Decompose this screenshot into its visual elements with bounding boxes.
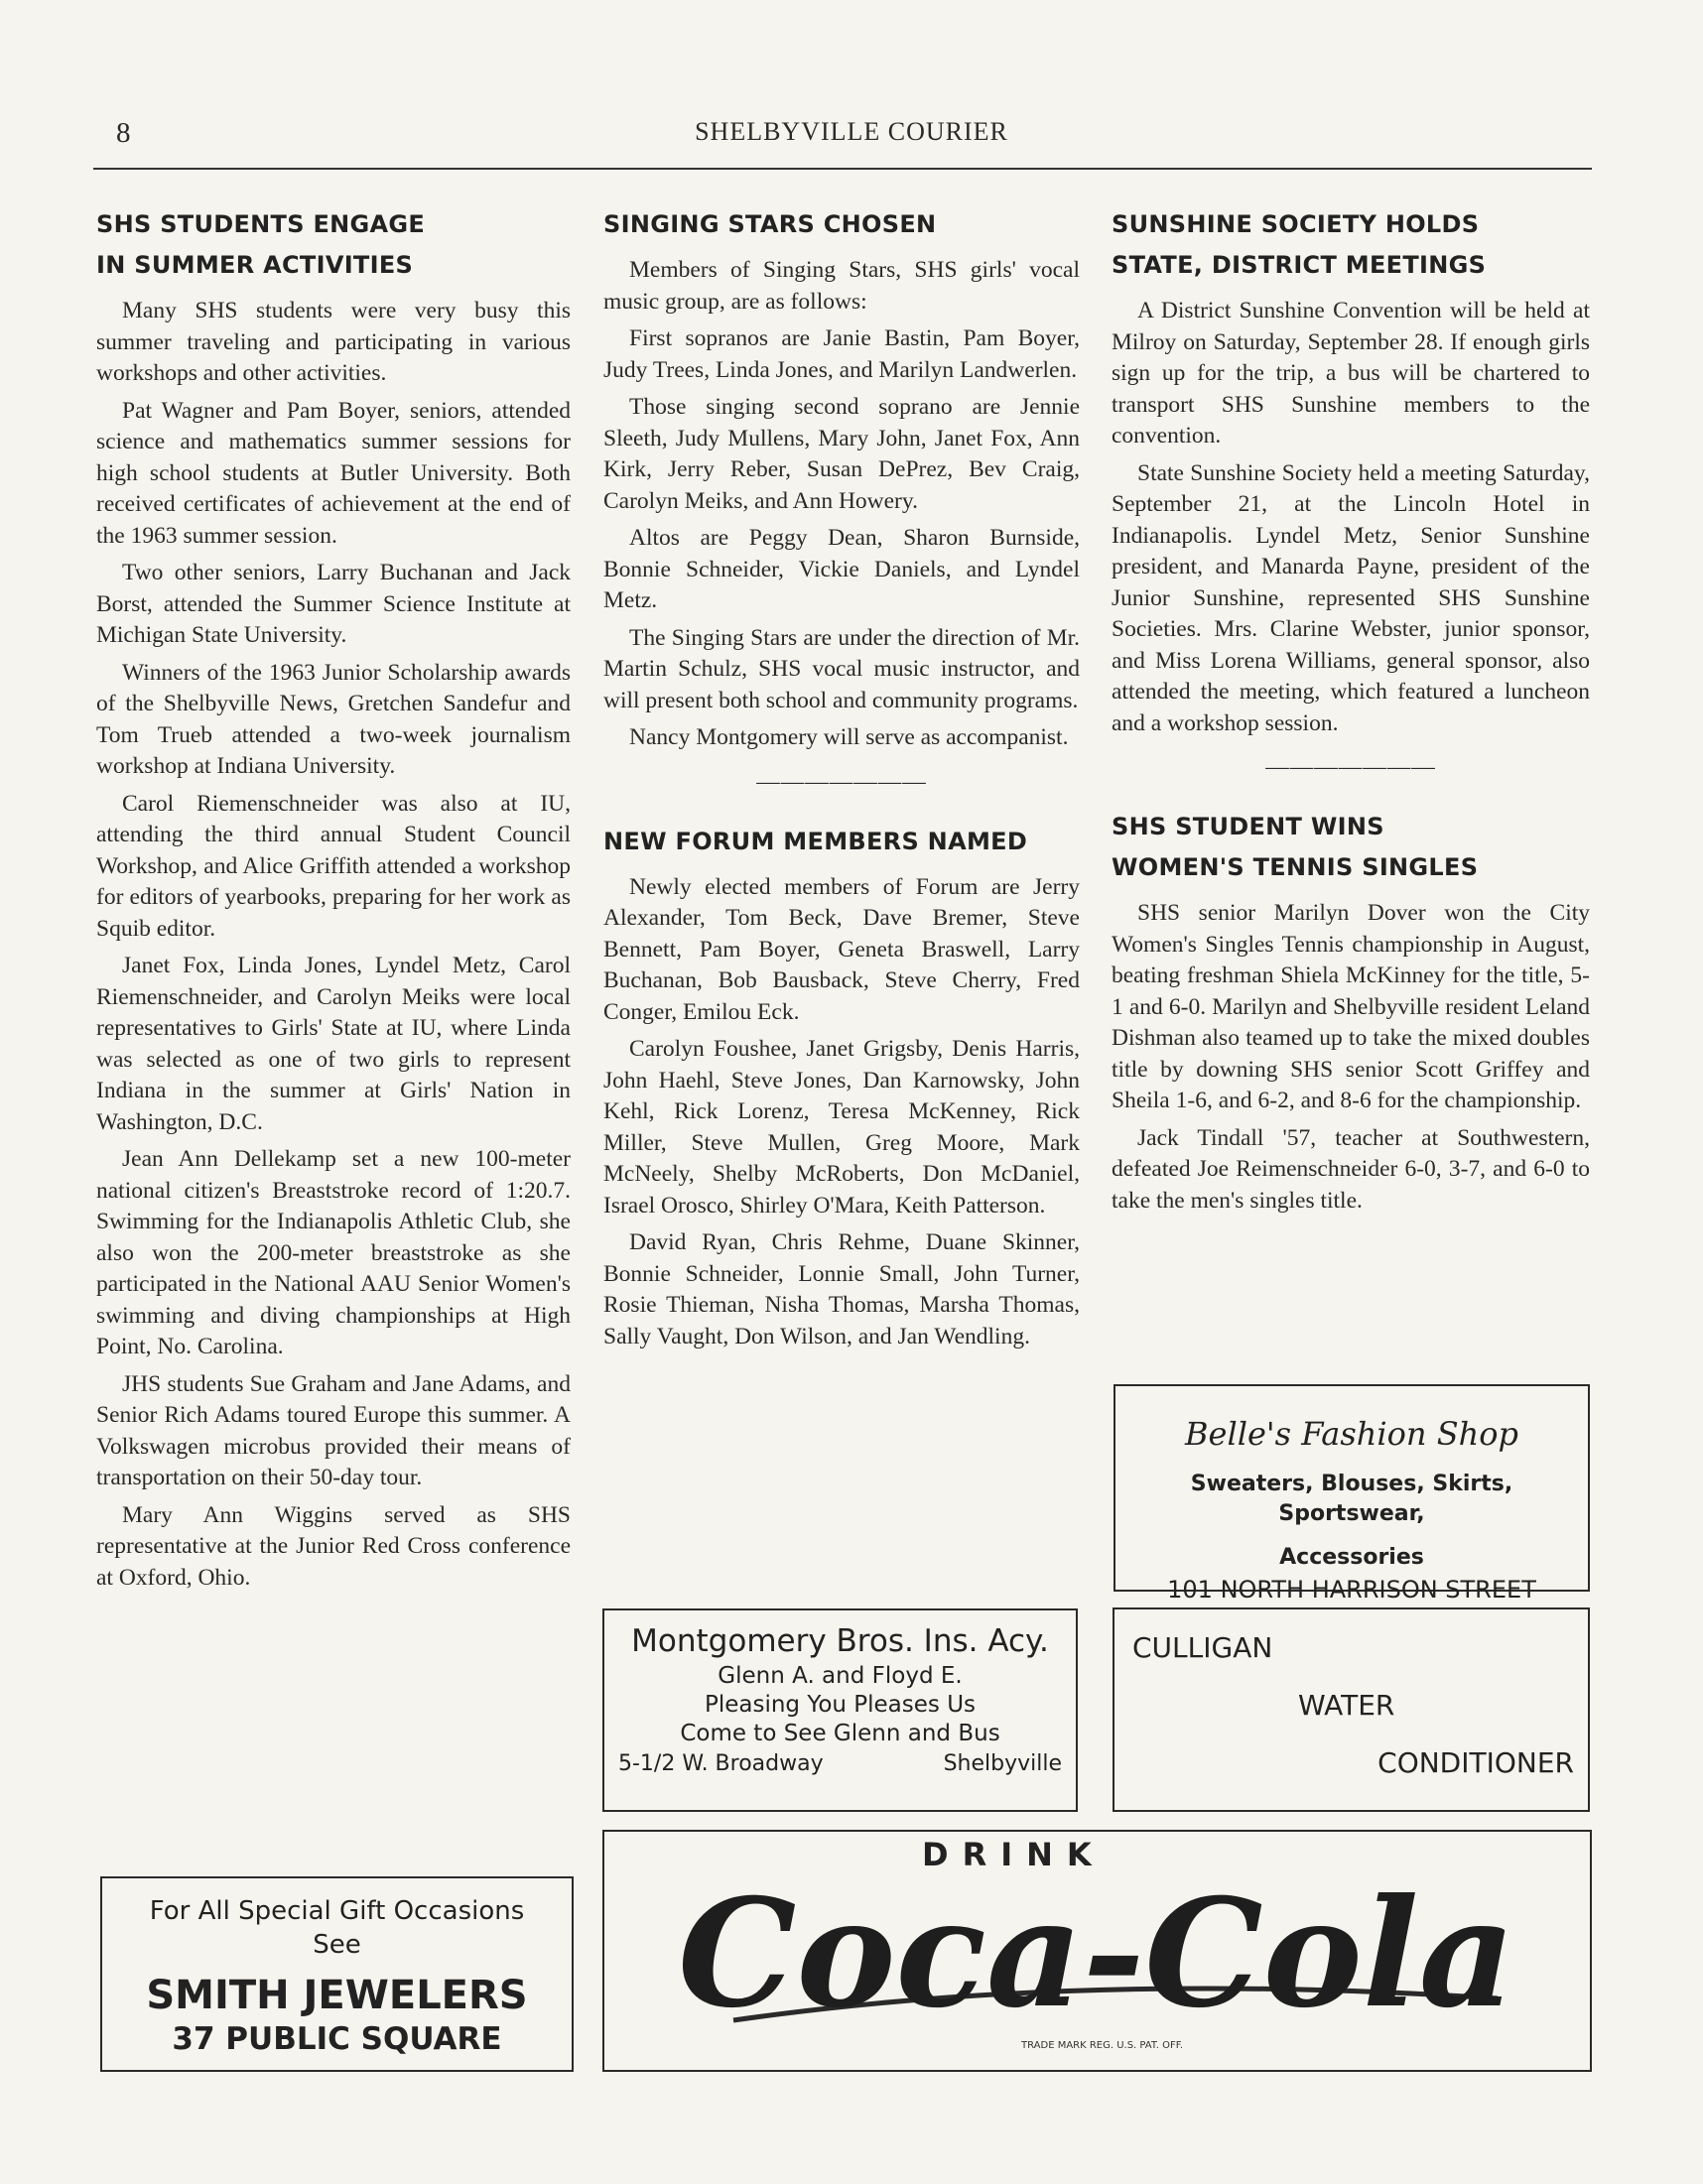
article-paragraph: Many SHS students were very busy this summer traveling and participating in various workshops and other activities.: [96, 298, 571, 386]
ad-word: CULLIGAN: [1132, 1631, 1273, 1664]
headline-sunshine-society: [1112, 204, 1590, 286]
ad-smith-jewelers: [100, 1876, 574, 2072]
ad-address-row: [618, 1748, 1062, 1780]
ad-line: See: [313, 1930, 361, 1960]
ad-line: Glenn A. and Floyd E.: [718, 1663, 963, 1689]
article-paragraph: A District Sunshine Convention will be held at Milroy on Saturday, September 28. If enough girls sign up for the trip, a bus will be chartered to transport SHS Sunshine members to the convention.: [1112, 298, 1590, 449]
ad-address: 101 NORTH HARRISON STREET: [1167, 1576, 1536, 1604]
article-paragraph: Jack Tindall '57, teacher at Southwestern, defeated Joe Reimenschneider 6-0, 3-7, and 6-0 to take the men's singles title.: [1112, 1124, 1590, 1214]
ad-line: Sweaters, Blouses, Skirts, Sportswear,: [1190, 1472, 1513, 1526]
ad-title: Montgomery Bros. Ins. Acy.: [631, 1623, 1049, 1659]
ad-city: Shelbyville: [943, 1751, 1062, 1776]
running-head: SHELBYVILLE COURIER: [695, 117, 1008, 146]
headline-forum-members: NEW FORUM MEMBERS NAMED: [603, 827, 1028, 855]
article-paragraph: SHS senior Marilyn Dover won the City Women's Singles Tennis championship in August, beating freshman Shiela McKinney for the title, 5-1 and 6-0. Marilyn and Shelbyville resident Leland Dishman also teamed up to take the mixed doubles title by downing SHS senior Scott Griffey and Sheila 1-6, and 6-2, and 8-6 for the championship.: [1112, 900, 1590, 1113]
headline-line-2: IN SUMMER ACTIVITIES: [96, 251, 414, 279]
article-paragraph: First sopranos are Janie Bastin, Pam Boyer, Judy Trees, Linda Jones, and Marilyn Landwerlen.: [603, 325, 1080, 383]
ad-word: WATER: [1298, 1689, 1395, 1722]
ad-shop-name: SMITH JEWELERS: [146, 1973, 528, 2018]
column-3: [1112, 204, 1590, 1217]
ad-belles-fashion-shop: [1114, 1384, 1590, 1604]
article-paragraph: Altos are Peggy Dean, Sharon Burnside, Bonnie Schneider, Vickie Daniels, and Lyndel Metz.: [603, 525, 1080, 613]
article-paragraph: State Sunshine Society held a meeting Saturday, September 21, at the Lincoln Hotel in Indianapolis. Lyndel Metz, Senior Sunshine president, and Manarda Payne, president of the Junior Sunshine, represented SHS Sunshine Societies. Mrs. Clarine Webster, junior sponsor, and Miss Lorena Williams, general sponsor, also attended the meeting, which featured a luncheon and a workshop session.: [1112, 459, 1590, 736]
ad-culligan: [1113, 1607, 1590, 1812]
headline-line-2: STATE, DISTRICT MEETINGS: [1112, 251, 1487, 279]
article-paragraph: JHS students Sue Graham and Jane Adams, and Senior Rich Adams toured Europe this summer. A Volkswagen microbus provided their means of transportation on their 50-day tour.: [96, 1370, 571, 1490]
ad-line: Accessories: [1279, 1545, 1424, 1570]
headline-line-1: SHS STUDENTS ENGAGE: [96, 210, 426, 238]
headline-singing-stars: SINGING STARS CHOSEN: [603, 210, 937, 238]
headline-line-1: SUNSHINE SOCIETY HOLDS: [1112, 210, 1480, 238]
coca-cola-wordmark: Coca-Cola: [678, 1866, 1515, 2041]
article-separator: ———————: [1265, 754, 1436, 780]
column-1: [96, 204, 571, 1594]
ad-line: Pleasing You Pleases Us: [704, 1692, 977, 1718]
article-paragraph: Two other seniors, Larry Buchanan and Jack Borst, attended the Summer Science Institute at Michigan State University.: [96, 560, 571, 648]
article-paragraph: Janet Fox, Linda Jones, Lyndel Metz, Carol Riemenschneider, and Carolyn Meiks were local representatives to Girls' State at IU, where Linda was selected as one of two girls to represent Indiana in the summer at Girls' Nation in Washington, D.C.: [96, 953, 571, 1135]
headline-line-2: WOMEN'S TENNIS SINGLES: [1112, 853, 1479, 881]
article-paragraph: Members of Singing Stars, SHS girls' vocal music group, are as follows:: [603, 257, 1080, 315]
ad-drink-label: DRINK: [922, 1836, 1106, 1873]
ad-line: For All Special Gift Occasions: [149, 1896, 525, 1926]
article-paragraph: Carol Riemenschneider was also at IU, attending the third annual Student Council Workshop, and Alice Griffith attended a workshop for editors of yearbooks, preparing for her work as Squib editor.: [96, 790, 571, 942]
article-paragraph: Nancy Montgomery will serve as accompanist.: [629, 724, 1069, 750]
ad-coca-cola: [602, 1830, 1592, 2072]
coca-cola-logo: [604, 1832, 1590, 2070]
article-paragraph: The Singing Stars are under the direction of Mr. Martin Schulz, SHS vocal music instructor, and will present both school and community programs.: [603, 624, 1080, 713]
page-number: 8: [116, 117, 131, 149]
article-paragraph: David Ryan, Chris Rehme, Duane Skinner, Bonnie Schneider, Lonnie Small, John Turner, Rosie Thieman, Nisha Thomas, Marsha Thomas, Sally Vaught, Don Wilson, and Jan Wendling.: [603, 1229, 1080, 1349]
header-rule: [93, 168, 1592, 170]
article-paragraph: Newly elected members of Forum are Jerry Alexander, Tom Beck, Dave Bremer, Steve Bennett, Pam Boyer, Geneta Braswell, Larry Buchanan, Bob Bausback, Steve Cherry, Fred Conger, Emilou Eck.: [603, 873, 1080, 1025]
headline-tennis: [1112, 807, 1590, 888]
article-paragraph: Pat Wagner and Pam Boyer, seniors, attended science and mathematics summer sessions for high school students at Butler University. Both received certificates of achievement at the end of the 1963 summer session.: [96, 397, 571, 549]
ad-word: CONDITIONER: [1377, 1746, 1574, 1779]
ad-montgomery-bros: [602, 1608, 1078, 1812]
article-paragraph: Mary Ann Wiggins served as SHS representative at the Junior Red Cross conference at Oxford, Ohio.: [96, 1501, 571, 1591]
article-paragraph: Jean Ann Dellekamp set a new 100-meter national citizen's Breaststroke record of 1:20.7. Swimming for the Indianapolis Athletic Club, she also won the 200-meter breaststroke as she participated in the National AAU Senior Women's swimming and diving championships at High Point, No. Carolina.: [96, 1146, 571, 1359]
ad-line: Come to See Glenn and Bus: [680, 1721, 1000, 1746]
article-paragraph: Carolyn Foushee, Janet Grigsby, Denis Harris, John Haehl, Steve Jones, Dan Karnowsky, John Kehl, Rick Lorenz, Teresa McKenney, Rick Miller, Steve Mullen, Greg Moore, Mark McNeely, Shelby McRoberts, Don McDaniel, Israel Orosco, Shirley O'Mara, Keith Patterson.: [603, 1036, 1080, 1219]
headline-line-1: SHS STUDENT WINS: [1112, 813, 1384, 840]
ad-address: 5-1/2 W. Broadway: [618, 1751, 824, 1776]
article-separator: ———————: [756, 768, 927, 795]
article-paragraph: Winners of the 1963 Junior Scholarship awards of the Shelbyville News, Gretchen Sandefur and Tom Trueb attended a two-week journalism workshop at Indiana University.: [96, 659, 571, 779]
headline-summer-activities: [96, 204, 571, 286]
ad-address: 37 PUBLIC SQUARE: [172, 2021, 502, 2057]
article-paragraph: Those singing second soprano are Jennie Sleeth, Judy Mullens, Mary John, Janet Fox, Ann Kirk, Jerry Reber, Susan DePrez, Bev Craig, Carolyn Meiks, and Ann Howery.: [603, 394, 1080, 514]
ad-shop-name: Belle's Fashion Shop: [1185, 1415, 1518, 1453]
coke-trademark: TRADE MARK REG. U.S. PAT. OFF.: [1021, 2040, 1184, 2051]
column-2: [603, 204, 1080, 1352]
